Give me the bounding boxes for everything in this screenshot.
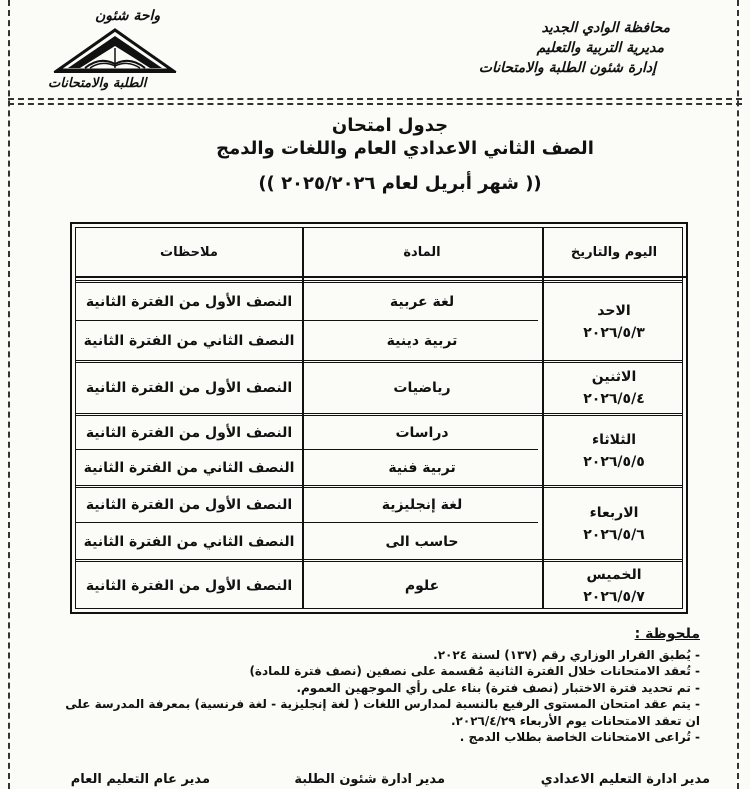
logo-text-bottom: الطلبة والامتحانات [48,76,147,91]
day-cell [542,562,686,610]
day-date: ٢٠٢٦/٥/٥ [583,453,645,470]
note-cell: النصف الأول من الفترة الثانية [85,578,293,594]
note-cell: النصف الأول من الفترة الثانية [85,424,293,441]
exam-schedule-table [70,222,688,614]
note-cell: النصف الثاني من الفترة الثانية [83,533,295,550]
header-divider-2 [8,103,742,105]
subject-cell: علوم [404,578,440,594]
subject-cell: حاسب الى [385,533,459,550]
notes-title: ملحوظة : [634,626,700,642]
page-title: جدول امتحان [331,115,449,136]
signature-affairs-director: مدير ادارة شئون الطلبة [294,772,445,787]
subject-cell: تربية فنية [388,460,456,476]
day-name: الاربعاء [589,504,639,521]
day-cell [542,283,686,360]
day-date: ٢٠٢٦/٥/٦ [583,526,645,543]
day-name: الخميس [586,567,642,583]
period-title: (( شهر أبريل لعام ٢٠٢٥/٢٠٢٦ )) [258,173,542,194]
note-cell: النصف الأول من الفترة الثانية [85,293,293,310]
subject-cell: دراسات [395,424,449,441]
note-cell: النصف الأول من الفترة الثانية [85,380,293,396]
subject-cell: تربية دينية [386,333,458,349]
day-cell [542,488,686,559]
day-date: ٢٠٢٦/٥/٤ [583,391,645,407]
subject-cell: رياضيات [393,380,451,396]
signature-general-director: مدير عام التعليم العام [70,772,210,787]
header-divider [8,98,742,100]
day-name: الثلاثاء [591,431,637,448]
row-line-2 [76,449,538,450]
day-date: ٢٠٢٦/٥/٣ [583,324,645,341]
day-date: ٢٠٢٦/٥/٧ [583,589,645,605]
header-day-date: اليوم والتاريخ [542,228,686,278]
row-line-3 [76,522,538,523]
title-block [0,115,750,194]
grade-title: الصف الثاني الاعدادي العام واللغات والدمج [216,138,594,159]
governorate-label: محافظة الوادي الجديد [541,20,670,36]
header-subject: المادة [302,228,542,278]
logo-text-top: واحة شئون [95,8,161,24]
issuer-header [479,18,670,78]
day-cell [542,416,686,485]
subject-cell: لغة إنجليزية [381,497,463,513]
header-notes: ملاحظات [76,228,302,278]
note-item: - يُطبق القرار الوزاري رقم (١٣٧) لسنة ٢٠٢٤. [433,647,700,662]
row-line-1 [76,320,538,321]
department-logo [40,8,190,93]
note-item: - يتم عقد امتحان المستوى الرفيع بالنسبة لمدارس اللغات ( لغة إنجليزية - لغة فرنسية) بمعرفة المدرسة على [65,697,700,711]
note-item: - تم تحديد فترة الاختبار (نصف فترة) بناء على رأي الموجهين العموم. [296,680,700,695]
notes-section [50,626,700,746]
day-cell [542,363,686,413]
directorate-label: مديرية التربية والتعليم [536,40,664,56]
note-cell: النصف الثاني من الفترة الثانية [83,333,295,349]
note-item: - تُراعى الامتحانات الخاصة بطلاب الدمج . [459,730,700,744]
department-label: إدارة شئون الطلبة والامتحانات [478,60,656,76]
note-item: ان تعقد الامتحانات يوم الأربعاء ٢٠٢٦/٤/٢٩. [450,713,700,728]
note-item: - تُعقد الامتحانات خلال الفترة الثانية مُقسمة على نصفين (نصف فترة للمادة) [249,664,700,678]
subject-cell: لغة عربية [389,293,455,310]
day-name: الاحد [597,302,631,319]
note-cell: النصف الأول من الفترة الثانية [85,497,293,513]
day-name: الاثنين [591,369,637,385]
table-inner [75,227,683,609]
signature-prep-director: مدير ادارة التعليم الاعدادي [540,772,710,787]
note-cell: النصف الثاني من الفترة الثانية [83,460,295,476]
